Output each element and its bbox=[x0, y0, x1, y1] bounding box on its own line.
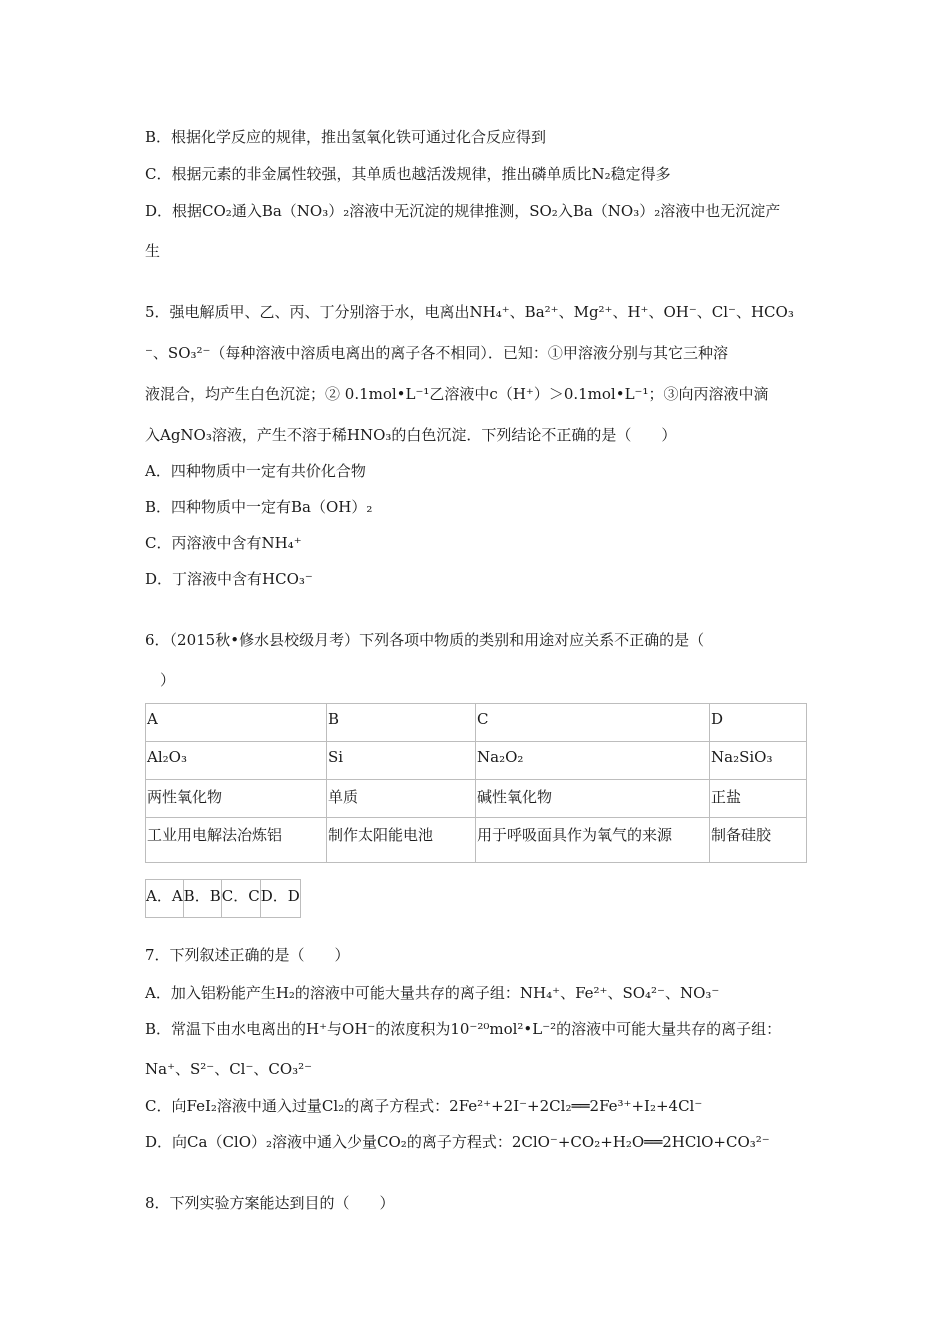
answer-choice-d[interactable]: D．D bbox=[260, 880, 300, 918]
q7-option-d: D．向Ca（ClO）₂溶液中通入少量CO₂的离子方程式：2ClO⁻+CO₂+H₂O══2HClO+CO₃²⁻ bbox=[145, 1133, 770, 1151]
table-cell: Si bbox=[327, 742, 476, 780]
q6-answer-choices bbox=[145, 879, 301, 918]
q6-options-table bbox=[145, 703, 807, 863]
table-cell: Al₂O₃ bbox=[146, 742, 327, 780]
table-cell: Na₂SiO₃ bbox=[710, 742, 807, 780]
q4-option-b: B．根据化学反应的规律，推出氢氧化铁可通过化合反应得到 bbox=[145, 128, 547, 146]
q5-option-c: C．丙溶液中含有NH₄⁺ bbox=[145, 534, 302, 552]
q6-stem-line2: ） bbox=[145, 671, 176, 689]
table-header-cell: A bbox=[146, 704, 327, 742]
q7-option-c: C．向FeI₂溶液中通入过量Cl₂的离子方程式：2Fe²⁺+2I⁻+2Cl₂══2Fe³⁺+I₂+4Cl⁻ bbox=[145, 1097, 703, 1115]
table-row bbox=[146, 780, 807, 818]
table-cell: 用于呼吸面具作为氧气的来源 bbox=[476, 818, 710, 863]
q7-option-a: A．加入铝粉能产生H₂的溶液中可能大量共存的离子组：NH₄⁺、Fe²⁺、SO₄²⁻、NO₃⁻ bbox=[145, 984, 720, 1002]
q5-option-a: A．四种物质中一定有共价化合物 bbox=[145, 462, 366, 480]
q8-stem: 8．下列实验方案能达到目的（ ） bbox=[145, 1194, 395, 1212]
table-cell: 两性氧化物 bbox=[146, 780, 327, 818]
table-header-cell: C bbox=[476, 704, 710, 742]
q7-stem: 7．下列叙述正确的是（ ） bbox=[145, 946, 350, 964]
q7-option-b-line1: B．常温下由水电离出的H⁺与OH⁻的浓度积为10⁻²⁰mol²•L⁻²的溶液中可能大量共存的离子组： bbox=[145, 1020, 782, 1038]
answer-choice-b[interactable]: B．B bbox=[183, 880, 221, 918]
table-row bbox=[146, 742, 807, 780]
answer-choice-c[interactable]: C．C bbox=[221, 880, 260, 918]
answer-choice-a[interactable]: A．A bbox=[146, 880, 184, 918]
table-row bbox=[146, 818, 807, 863]
q4-option-d-line2: 生 bbox=[145, 242, 161, 260]
table-cell: 制作太阳能电池 bbox=[327, 818, 476, 863]
table-cell: 工业用电解法冶炼铝 bbox=[146, 818, 327, 863]
q5-stem-line4: 入AgNO₃溶液，产生不溶于稀HNO₃的白色沉淀．下列结论不正确的是（ ） bbox=[145, 426, 677, 444]
q6-stem-line1: 6．（2015秋•修水县校级月考）下列各项中物质的类别和用途对应关系不正确的是（ bbox=[145, 631, 705, 649]
table-cell: 正盐 bbox=[710, 780, 807, 818]
q5-stem-line1: 5．强电解质甲、乙、丙、丁分别溶于水，电离出NH₄⁺、Ba²⁺、Mg²⁺、H⁺、OH⁻、Cl⁻、HCO₃ bbox=[145, 303, 794, 321]
table-cell: Na₂O₂ bbox=[476, 742, 710, 780]
q7-option-b-line2: Na⁺、S²⁻、Cl⁻、CO₃²⁻ bbox=[145, 1060, 313, 1078]
q5-option-b: B．四种物质中一定有Ba（OH）₂ bbox=[145, 498, 373, 516]
q4-option-d-line1: D．根据CO₂通入Ba（NO₃）₂溶液中无沉淀的规律推测，SO₂入Ba（NO₃）₂溶液中也无沉淀产 bbox=[145, 202, 781, 220]
q5-stem-line2: ⁻、SO₃²⁻（每种溶液中溶质电离出的离子各不相同）．已知：①甲溶液分别与其它三种溶 bbox=[145, 344, 728, 362]
table-header-cell: D bbox=[710, 704, 807, 742]
q5-stem-line3: 液混合，均产生白色沉淀；② 0.1mol•L⁻¹乙溶液中c（H⁺）＞0.1mol•L⁻¹；③向丙溶液中滴 bbox=[145, 385, 769, 403]
table-cell: 碱性氧化物 bbox=[476, 780, 710, 818]
table-cell: 制备硅胶 bbox=[710, 818, 807, 863]
table-row bbox=[146, 880, 301, 918]
table-row bbox=[146, 704, 807, 742]
table-header-cell: B bbox=[327, 704, 476, 742]
table-cell: 单质 bbox=[327, 780, 476, 818]
q4-option-c: C．根据元素的非金属性较强，其单质也越活泼规律，推出磷单质比N₂稳定得多 bbox=[145, 165, 671, 183]
q5-option-d: D．丁溶液中含有HCO₃⁻ bbox=[145, 570, 313, 588]
